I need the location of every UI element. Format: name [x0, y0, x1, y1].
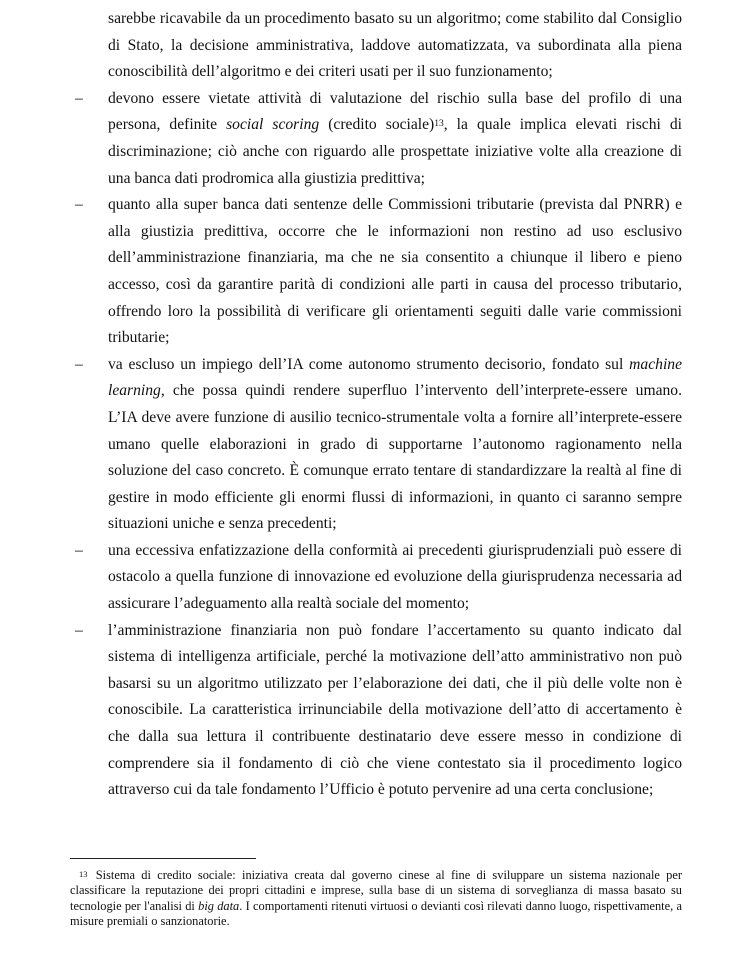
italic-term: big data — [198, 898, 240, 913]
list-item: – una eccessiva enfatizzazione della conformità ai precedenti giurisprudenziali può essere di ostacolo a quella funzione di innovazione ed evoluzione della giurisprudenza necessaria ad assicurare l’adeguamento alla realtà sociale del momento; — [70, 538, 682, 618]
dash-bullet: – — [75, 355, 83, 373]
dash-bullet: – — [75, 89, 83, 107]
dash-bullet: – — [75, 621, 83, 639]
list-item: – l’amministrazione finanziaria non può fondare l’accertamento su quanto indicato dal sistema di intelligenza artificiale, perché la motivazione dell’atto amministrativo non può basarsi su un algoritmo utilizzato per l’elaborazione dei dati, che il più delle volte non è conoscibile. La caratteristica irrinunciabile della motivazione dell’atto di accertamento è che dalla sua lettura il contribuente destinatario deve essere messo in condizione di comprendere sia il fondamento di ciò che viene contestato sia il procedimento logico attraverso cui da tale fondamento l’Ufficio è potuto pervenire ad una certa conclusione; — [70, 618, 682, 804]
footnote-number: 13 — [79, 869, 88, 879]
footnote: $^{13}$ Sistema di credito sociale: iniziativa creata dal governo cinese al fine di sviluppare un sistema nazionale per classificare la reputazione dei propri cittadini e imprese, sulla base di un sistema di sorveglianza di massa basato su tecnologie per l'analisi di big data. I comportamenti ritenuti virtuosi o devianti così rilevati danno luogo, rispettivamente, a misure premiali o sanzionatorie. — [70, 868, 682, 929]
footnote-separator — [70, 858, 256, 859]
list-item: – devono essere vietate attività di valutazione del rischio sulla base del profilo di una persona, definite social scoring (credito sociale)$^{13}$, la quale implica elevati rischi di discriminazione; ciò anche con riguardo alle prospettate iniziative volte alla creazione di una banca dati prodromica alla giustizia predittiva; — [70, 86, 682, 192]
continuation-paragraph: sarebbe ricavabile da un procedimento basato su un algoritmo; come stabilito dal Consiglio di Stato, la decisione amministrativa, laddove automatizzata, va subordinata alla piena conoscibilità dell’algoritmo e dei criteri usati per il suo funzionamento; — [108, 10, 682, 81]
footnote-reference[interactable]: 13 — [434, 119, 444, 130]
list-item: – quanto alla super banca dati sentenze delle Commissioni tributarie (prevista dal PNRR) e alla giustizia predittiva, occorre che le informazioni non restino ad uso esclusivo dell’amministrazione finanziaria, ma che ne sia consentito a chiunque il libero e pieno accesso, così da garantire parità di condizioni alle parti in causa del processo tributario, offrendo loro la possibilità di verificare gli orientamenti seguiti dalle varie commissioni tributarie; — [70, 192, 682, 352]
dash-bullet: – — [75, 196, 83, 214]
body-text — [70, 6, 682, 804]
list-item: – va escluso un impiego dell’IA come autonomo strumento decisorio, fondato sul machine learning, che possa quindi rendere superfluo l’intervento dell’interprete-essere umano. L’IA deve avere funzione di ausilio tecnico-strumentale volta a fornire all’interprete-essere umano quelle elaborazioni in grado di supportarne l’autonomo ragionamento nella soluzione del caso concreto. È comunque errato tentare di standardizzare la realtà al fine di gestire in modo efficiente gli enormi flussi di informazioni, in quanto ci saranno sempre situazioni uniche e senza precedenti; — [70, 352, 682, 538]
italic-term: social scoring — [226, 116, 320, 134]
italic-term: machine learning — [108, 355, 682, 400]
dash-bullet: – — [75, 541, 83, 559]
